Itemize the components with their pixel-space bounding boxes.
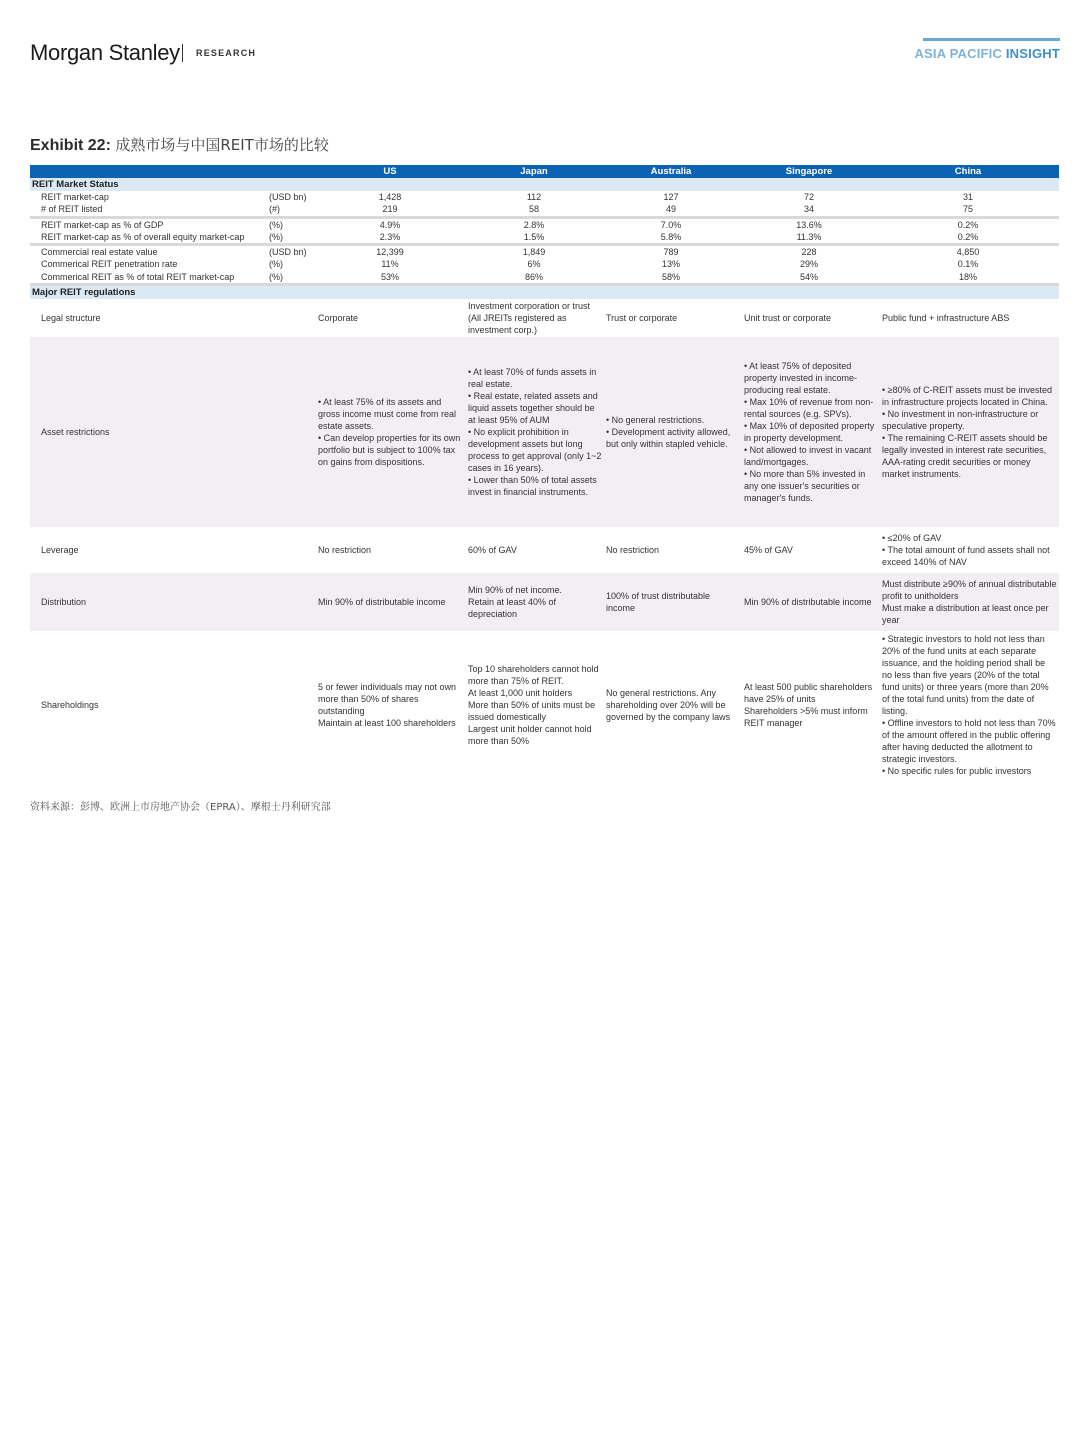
regulation-cell-text: Trust or corporate: [606, 313, 678, 324]
status-row: [30, 219, 1059, 231]
row-value: 1.5%: [523, 231, 545, 242]
regulation-cell: [316, 573, 466, 631]
regulation-cell: [466, 337, 604, 527]
regulation-row: [30, 527, 1059, 573]
row-value: 49: [665, 204, 677, 215]
row-unit: (%): [269, 259, 283, 270]
row-value: 86%: [524, 271, 544, 282]
exhibit-title: [30, 134, 329, 155]
regulation-cell-text: Unit trust or corporate: [744, 313, 832, 324]
status-body: [30, 191, 1059, 286]
row-value: 219: [382, 204, 398, 215]
section-regulations-header: Major REIT regulations: [30, 286, 1059, 299]
brand-logo: Morgan Stanley: [30, 40, 180, 65]
row-value: 34: [803, 204, 815, 215]
exhibit-title-text: 成熟市场与中国REIT市场的比较: [115, 136, 329, 154]
regulation-label-text: Distribution: [41, 597, 87, 608]
row-unit: (%): [269, 231, 283, 242]
regulation-label: [30, 299, 316, 337]
section-status-header: REIT Market Status: [30, 178, 1059, 191]
regulation-cell-text: 5 or fewer individuals may not own more than 50% of shares outstanding Maintain at least 100 shareholders: [318, 682, 457, 729]
row-value: 18%: [958, 271, 978, 282]
row-value: 7.0%: [660, 219, 682, 230]
regulation-cell-text: 45% of GAV: [744, 545, 793, 556]
regulation-cell: [466, 527, 604, 573]
brand-separator: [182, 44, 183, 62]
regulation-cell-text: • At least 75% of its assets and gross income must come from real estate assets. • Can develop properties for its own portfolio but is subject to 100% tax on gains from dispositions.: [318, 397, 461, 468]
regulation-cell-text: • Strategic investors to hold not less than 20% of the fund units at each separate issuance, and the holding period shall be no less than five years (20% of the total fund units) or three years (more than 20% of the total fund units) from the date of listing. • Offline investors to hold not less than 70% of the amount offered in the public offering after having deducted the allotment to strategic investors. • No specific rules for public investors: [882, 634, 1056, 777]
row-value: 789: [663, 247, 679, 258]
row-value: 72: [803, 192, 815, 202]
row-value: 53%: [380, 271, 400, 282]
regulation-cell-text: Min 90% of distributable income: [318, 597, 446, 608]
column-header: Japan: [520, 166, 548, 177]
regulation-cell: [316, 337, 466, 527]
regulation-label-text: Legal structure: [41, 313, 101, 324]
row-unit: (%): [269, 219, 283, 230]
regulation-cell: [742, 337, 880, 527]
regulation-cell: [604, 527, 742, 573]
regulation-row: [30, 631, 1059, 779]
row-value: 75: [962, 204, 974, 215]
regulation-label-text: Asset restrictions: [41, 427, 110, 438]
row-unit: (USD bn): [269, 192, 307, 202]
row-value: 5.8%: [660, 231, 682, 242]
status-row: [30, 231, 1059, 243]
column-header: US: [383, 166, 397, 177]
regulation-cell: [316, 299, 466, 337]
row-value: 11.3%: [796, 231, 822, 242]
regulation-cell-text: No restriction: [318, 545, 372, 556]
regulation-cell: [604, 573, 742, 631]
regulation-cell: [466, 299, 604, 337]
regulation-cell: [880, 527, 1059, 573]
row-value: 58%: [661, 271, 681, 282]
regulation-label: [30, 527, 316, 573]
regulation-cell-text: • No general restrictions. • Development activity allowed, but only within stapled vehicle.: [606, 415, 731, 450]
regulation-cell: [466, 631, 604, 779]
regulation-cell: [742, 573, 880, 631]
regulation-label-text: Leverage: [41, 545, 79, 556]
row-label: REIT market-cap: [41, 192, 109, 202]
column-header: Singapore: [785, 166, 833, 177]
regulation-cell: [742, 527, 880, 573]
status-row: [30, 203, 1059, 215]
regulation-cell: [604, 299, 742, 337]
regulation-row: [30, 573, 1059, 631]
regulation-cell-text: Min 90% of distributable income: [744, 597, 872, 608]
comparison-table: [30, 165, 1059, 779]
exhibit-label: Exhibit 22:: [30, 137, 111, 154]
regulation-cell: [880, 573, 1059, 631]
row-value: 2.3%: [379, 231, 401, 242]
status-group: [30, 191, 1059, 219]
row-label: # of REIT listed: [41, 204, 103, 215]
row-value: 29%: [799, 259, 819, 270]
row-value: 13.6%: [796, 219, 822, 230]
insight-rule: [923, 38, 1060, 41]
regulation-cell-text: At least 500 public shareholders have 25% of units Shareholders >5% must inform REIT manager: [744, 682, 873, 729]
row-value: 1,849: [522, 247, 546, 258]
regulation-cell-text: • ≤20% of GAV • The total amount of fund assets shall not exceed 140% of NAV: [882, 533, 1050, 568]
row-value: 1,428: [378, 192, 402, 202]
row-value: 0.2%: [957, 219, 979, 230]
column-header: China: [954, 166, 982, 177]
row-value: 58: [528, 204, 540, 215]
status-row: [30, 191, 1059, 203]
regulation-cell: [316, 631, 466, 779]
regulation-row: [30, 299, 1059, 337]
status-row: [30, 258, 1059, 270]
row-unit: (#): [269, 204, 280, 215]
regulation-label-text: Shareholdings: [41, 700, 99, 711]
status-group: [30, 219, 1059, 247]
regulation-cell-text: 100% of trust distributable income: [606, 591, 711, 614]
page-header: [30, 38, 1060, 72]
regulation-cell-text: Top 10 shareholders cannot hold more than 75% of REIT. At least 1,000 unit holders More than 50% of units must be issued domestically Largest unit holder cannot hold more than 50%: [468, 664, 599, 747]
regulation-cell: [742, 299, 880, 337]
asia-pacific-insight: [914, 46, 1060, 61]
regulation-cell: [880, 299, 1059, 337]
insight-bold: INSIGHT: [1005, 46, 1060, 61]
regulation-cell-text: Public fund + infrastructure ABS: [882, 313, 1010, 324]
regulation-cell-text: • ≥80% of C-REIT assets must be invested in infrastructure projects located in China. • No investment in non-infrastructure or speculative property. • The remaining C-REIT assets should be legally invested in interest rate securities, AAA-rating credit securities or money market instruments.: [882, 385, 1052, 480]
row-value: 11%: [381, 259, 399, 270]
status-row: [30, 246, 1059, 258]
research-label: RESEARCH: [196, 48, 257, 58]
regulation-cell-text: • At least 75% of deposited property invested in income-producing real estate. • Max 10% of revenue from non-rental sources (e.g. SPVs). • Max 10% of deposited property in property development. • Not allowed to invest in vacant land/mortgages. • No more than 5% invested in any one issuer's securities or manager's funds.: [744, 361, 875, 504]
regulation-cell: [742, 631, 880, 779]
row-value: 4,850: [956, 247, 980, 258]
row-value: 31: [962, 192, 974, 202]
row-value: 0.2%: [957, 231, 979, 242]
status-group: [30, 246, 1059, 286]
row-unit: (%): [269, 271, 283, 282]
row-value: 112: [526, 192, 542, 202]
regulation-cell-text: Investment corporation or trust (All JREITs registered as investment corp.): [468, 301, 591, 336]
regulation-cell: [316, 527, 466, 573]
row-label: Commerical REIT as % of total REIT market-cap: [41, 271, 235, 282]
regulation-cell-text: No general restrictions. Any shareholding over 20% will be governed by the company laws: [606, 688, 731, 723]
regulation-cell: [604, 337, 742, 527]
regulation-cell-text: • At least 70% of funds assets in real estate. • Real estate, related assets and liquid assets together should be at least 95% of AUM • No explicit prohibition in development assets but long process to get approval (only 1~2 cases in 16 years). • Lower than 50% of total assets invest in financial instruments.: [468, 367, 602, 498]
row-value: 12,399: [376, 247, 404, 258]
row-value: 6%: [527, 259, 541, 270]
regulation-cell-text: Corporate: [318, 313, 359, 324]
row-label: REIT market-cap as % of GDP: [41, 219, 164, 230]
regulation-cell-text: No restriction: [606, 545, 660, 556]
regulation-label: [30, 337, 316, 527]
row-value: 4.9%: [379, 219, 401, 230]
row-label: Commercial real estate value: [41, 247, 158, 258]
regulation-cell: [880, 631, 1059, 779]
regulation-cell-text: Must distribute ≥90% of annual distributable profit to unitholders Must make a distribution at least once per year: [882, 579, 1057, 626]
regulation-cell: [466, 573, 604, 631]
status-row: [30, 271, 1059, 283]
row-value: 127: [663, 192, 679, 202]
regulation-row: [30, 337, 1059, 527]
regulation-label: [30, 573, 316, 631]
regulation-label: [30, 631, 316, 779]
regulation-cell-text: Min 90% of net income. Retain at least 40% of depreciation: [468, 585, 563, 620]
column-header-bar: [30, 165, 1059, 178]
insight-light: ASIA PACIFIC: [914, 46, 1006, 61]
source-note: 资料来源：彭博、欧洲上市房地产协会（EPRA）、摩根士丹利研究部: [30, 802, 331, 813]
regulation-cell: [880, 337, 1059, 527]
row-value: 0.1%: [957, 259, 979, 270]
row-value: 228: [801, 247, 817, 258]
row-label: REIT market-cap as % of overall equity market-cap: [41, 231, 245, 242]
row-value: 54%: [799, 271, 819, 282]
column-header: Australia: [650, 166, 692, 177]
row-value: 2.8%: [523, 219, 545, 230]
regulation-cell-text: 60% of GAV: [468, 545, 517, 556]
regulations-body: [30, 299, 1059, 779]
row-unit: (USD bn): [269, 247, 307, 258]
regulation-cell: [604, 631, 742, 779]
row-value: 13%: [661, 259, 681, 270]
row-label: Commerical REIT penetration rate: [41, 259, 178, 270]
